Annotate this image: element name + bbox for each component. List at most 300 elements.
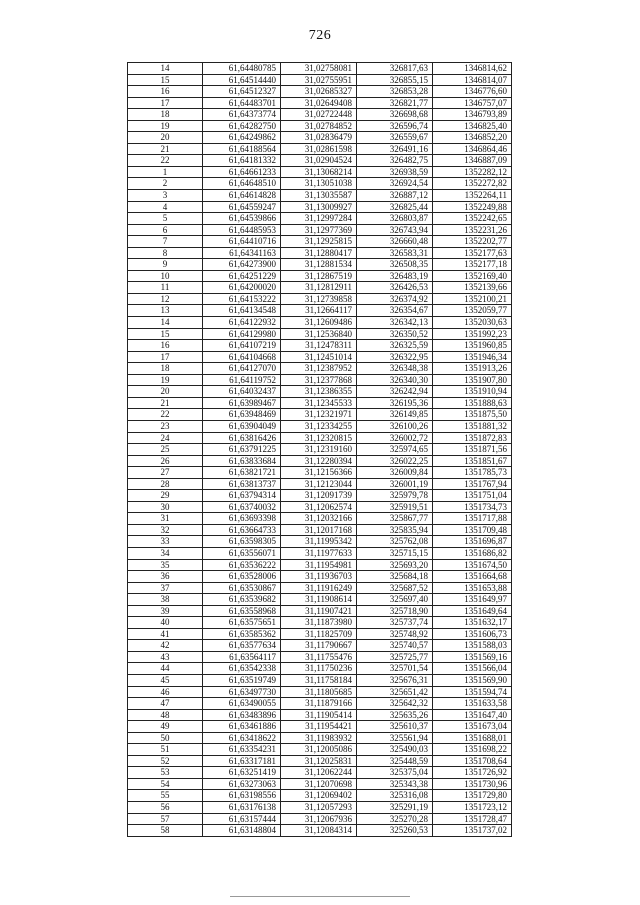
latitude-cell: 61,64282750: [203, 120, 281, 132]
table-row: [128, 582, 512, 594]
latitude-cell: 61,63273063: [203, 778, 281, 790]
y-coordinate-cell: 1351946,34: [433, 351, 512, 363]
latitude-cell: 61,64032437: [203, 386, 281, 398]
longitude-cell: 31,11755476: [281, 651, 357, 663]
point-number-cell: 46: [128, 686, 203, 698]
table-row: [128, 490, 512, 502]
y-coordinate-cell: 1351730,96: [433, 778, 512, 790]
point-number-cell: 19: [128, 120, 203, 132]
point-number-cell: 17: [128, 351, 203, 363]
latitude-cell: 61,63791225: [203, 444, 281, 456]
point-number-cell: 56: [128, 802, 203, 814]
latitude-cell: 61,63148804: [203, 825, 281, 837]
latitude-cell: 61,63418622: [203, 732, 281, 744]
longitude-cell: 31,12025831: [281, 755, 357, 767]
point-number-cell: 58: [128, 825, 203, 837]
point-number-cell: 15: [128, 328, 203, 340]
y-coordinate-cell: 1351664,68: [433, 571, 512, 583]
longitude-cell: 31,02904524: [281, 155, 357, 167]
table-row: [128, 386, 512, 398]
point-number-cell: 40: [128, 617, 203, 629]
x-coordinate-cell: 326698,68: [357, 109, 433, 121]
longitude-cell: 31,11954421: [281, 721, 357, 733]
y-coordinate-cell: 1352242,65: [433, 213, 512, 225]
point-number-cell: 45: [128, 674, 203, 686]
table-row: [128, 328, 512, 340]
x-coordinate-cell: 325316,08: [357, 790, 433, 802]
longitude-cell: 31,12867519: [281, 270, 357, 282]
longitude-cell: 31,12664117: [281, 305, 357, 317]
x-coordinate-cell: 325490,03: [357, 744, 433, 756]
latitude-cell: 61,64134548: [203, 305, 281, 317]
point-number-cell: 4: [128, 201, 203, 213]
latitude-cell: 61,64119752: [203, 374, 281, 386]
longitude-cell: 31,11983932: [281, 732, 357, 744]
y-coordinate-cell: 1351734,73: [433, 501, 512, 513]
x-coordinate-cell: 325697,40: [357, 594, 433, 606]
y-coordinate-cell: 1352100,21: [433, 293, 512, 305]
point-number-cell: 38: [128, 594, 203, 606]
table-row: [128, 97, 512, 109]
y-coordinate-cell: 1351674,50: [433, 559, 512, 571]
table-row: [128, 363, 512, 375]
table-row: [128, 790, 512, 802]
table-row: [128, 686, 512, 698]
latitude-cell: 61,64483701: [203, 97, 281, 109]
x-coordinate-cell: 326924,54: [357, 178, 433, 190]
x-coordinate-cell: 326825,44: [357, 201, 433, 213]
x-coordinate-cell: 326583,31: [357, 247, 433, 259]
latitude-cell: 61,63528006: [203, 571, 281, 583]
x-coordinate-cell: 326817,63: [357, 63, 433, 75]
latitude-cell: 61,63530867: [203, 582, 281, 594]
y-coordinate-cell: 1351632,17: [433, 617, 512, 629]
x-coordinate-cell: 326009,84: [357, 467, 433, 479]
longitude-cell: 31,12320815: [281, 432, 357, 444]
y-coordinate-cell: 1351728,47: [433, 813, 512, 825]
longitude-cell: 31,11995342: [281, 536, 357, 548]
y-coordinate-cell: 1346814,62: [433, 63, 512, 75]
longitude-cell: 31,12123044: [281, 478, 357, 490]
table-row: [128, 351, 512, 363]
y-coordinate-cell: 1351913,26: [433, 363, 512, 375]
latitude-cell: 61,63577634: [203, 640, 281, 652]
latitude-cell: 61,64249862: [203, 132, 281, 144]
x-coordinate-cell: 325737,74: [357, 617, 433, 629]
point-number-cell: 21: [128, 397, 203, 409]
y-coordinate-cell: 1352059,77: [433, 305, 512, 317]
latitude-cell: 61,64661233: [203, 166, 281, 178]
latitude-cell: 61,63176138: [203, 802, 281, 814]
y-coordinate-cell: 1351709,48: [433, 524, 512, 536]
latitude-cell: 61,64648510: [203, 178, 281, 190]
y-coordinate-cell: 1352169,40: [433, 270, 512, 282]
y-coordinate-cell: 1346864,46: [433, 143, 512, 155]
point-number-cell: 30: [128, 501, 203, 513]
longitude-cell: 31,12091739: [281, 490, 357, 502]
table-row: [128, 420, 512, 432]
y-coordinate-cell: 1351767,94: [433, 478, 512, 490]
x-coordinate-cell: 326853,28: [357, 86, 433, 98]
table-row: [128, 305, 512, 317]
longitude-cell: 31,02685327: [281, 86, 357, 98]
point-number-cell: 12: [128, 293, 203, 305]
table-row: [128, 732, 512, 744]
table-row: [128, 744, 512, 756]
x-coordinate-cell: 326350,52: [357, 328, 433, 340]
point-number-cell: 20: [128, 132, 203, 144]
table-row: [128, 444, 512, 456]
x-coordinate-cell: 325651,42: [357, 686, 433, 698]
point-number-cell: 14: [128, 317, 203, 329]
y-coordinate-cell: 1351871,56: [433, 444, 512, 456]
y-coordinate-cell: 1346814,07: [433, 74, 512, 86]
point-number-cell: 31: [128, 513, 203, 525]
latitude-cell: 61,64559247: [203, 201, 281, 213]
table-row: [128, 778, 512, 790]
point-number-cell: 25: [128, 444, 203, 456]
point-number-cell: 51: [128, 744, 203, 756]
y-coordinate-cell: 1351726,92: [433, 767, 512, 779]
point-number-cell: 16: [128, 86, 203, 98]
x-coordinate-cell: 326803,87: [357, 213, 433, 225]
y-coordinate-cell: 1351649,64: [433, 605, 512, 617]
point-number-cell: 6: [128, 224, 203, 236]
longitude-cell: 31,12739858: [281, 293, 357, 305]
table-row: [128, 605, 512, 617]
longitude-cell: 31,02722448: [281, 109, 357, 121]
y-coordinate-cell: 1352202,77: [433, 236, 512, 248]
latitude-cell: 61,63317181: [203, 755, 281, 767]
table-row: [128, 640, 512, 652]
point-number-cell: 53: [128, 767, 203, 779]
latitude-cell: 61,64153222: [203, 293, 281, 305]
point-number-cell: 18: [128, 109, 203, 121]
coordinates-table: [127, 62, 512, 837]
coordinates-table-body: [128, 63, 512, 837]
longitude-cell: 31,13051038: [281, 178, 357, 190]
x-coordinate-cell: 325718,90: [357, 605, 433, 617]
point-number-cell: 11: [128, 282, 203, 294]
table-row: [128, 547, 512, 559]
point-number-cell: 32: [128, 524, 203, 536]
table-row: [128, 802, 512, 814]
longitude-cell: 31,12451014: [281, 351, 357, 363]
longitude-cell: 31,02649408: [281, 97, 357, 109]
point-number-cell: 27: [128, 467, 203, 479]
longitude-cell: 31,13068214: [281, 166, 357, 178]
x-coordinate-cell: 326374,92: [357, 293, 433, 305]
table-row: [128, 120, 512, 132]
latitude-cell: 61,63821721: [203, 467, 281, 479]
x-coordinate-cell: 326322,95: [357, 351, 433, 363]
point-number-cell: 29: [128, 490, 203, 502]
point-number-cell: 15: [128, 74, 203, 86]
x-coordinate-cell: 326242,94: [357, 386, 433, 398]
table-row: [128, 409, 512, 421]
footer-rule: [230, 896, 410, 897]
table-row: [128, 224, 512, 236]
longitude-cell: 31,12062574: [281, 501, 357, 513]
y-coordinate-cell: 1351751,04: [433, 490, 512, 502]
x-coordinate-cell: 326348,38: [357, 363, 433, 375]
longitude-cell: 31,12069402: [281, 790, 357, 802]
point-number-cell: 33: [128, 536, 203, 548]
longitude-cell: 31,11905414: [281, 709, 357, 721]
x-coordinate-cell: 326340,30: [357, 374, 433, 386]
table-row: [128, 259, 512, 271]
latitude-cell: 61,64129980: [203, 328, 281, 340]
latitude-cell: 61,63354231: [203, 744, 281, 756]
table-row: [128, 132, 512, 144]
latitude-cell: 61,64512327: [203, 86, 281, 98]
table-row: [128, 190, 512, 202]
longitude-cell: 31,12377868: [281, 374, 357, 386]
point-number-cell: 48: [128, 709, 203, 721]
y-coordinate-cell: 1351729,80: [433, 790, 512, 802]
longitude-cell: 31,11750236: [281, 663, 357, 675]
point-number-cell: 49: [128, 721, 203, 733]
table-row: [128, 282, 512, 294]
point-number-cell: 23: [128, 420, 203, 432]
point-number-cell: 1: [128, 166, 203, 178]
latitude-cell: 61,63497730: [203, 686, 281, 698]
y-coordinate-cell: 1351888,63: [433, 397, 512, 409]
x-coordinate-cell: 326100,26: [357, 420, 433, 432]
latitude-cell: 61,64410716: [203, 236, 281, 248]
x-coordinate-cell: 326195,36: [357, 397, 433, 409]
latitude-cell: 61,64107219: [203, 340, 281, 352]
y-coordinate-cell: 1352177,18: [433, 259, 512, 271]
point-number-cell: 43: [128, 651, 203, 663]
longitude-cell: 31,12881534: [281, 259, 357, 271]
longitude-cell: 31,12017168: [281, 524, 357, 536]
longitude-cell: 31,13009927: [281, 201, 357, 213]
x-coordinate-cell: 326559,67: [357, 132, 433, 144]
x-coordinate-cell: 325270,28: [357, 813, 433, 825]
latitude-cell: 61,64104668: [203, 351, 281, 363]
longitude-cell: 31,02861598: [281, 143, 357, 155]
longitude-cell: 31,12925815: [281, 236, 357, 248]
x-coordinate-cell: 325343,38: [357, 778, 433, 790]
latitude-cell: 61,63536222: [203, 559, 281, 571]
latitude-cell: 61,63693398: [203, 513, 281, 525]
table-row: [128, 501, 512, 513]
latitude-cell: 61,63948469: [203, 409, 281, 421]
longitude-cell: 31,12812911: [281, 282, 357, 294]
latitude-cell: 61,63461886: [203, 721, 281, 733]
y-coordinate-cell: 1346887,09: [433, 155, 512, 167]
table-row: [128, 594, 512, 606]
longitude-cell: 31,11825709: [281, 628, 357, 640]
longitude-cell: 31,13035587: [281, 190, 357, 202]
table-row: [128, 478, 512, 490]
point-number-cell: 24: [128, 432, 203, 444]
point-number-cell: 52: [128, 755, 203, 767]
point-number-cell: 7: [128, 236, 203, 248]
point-number-cell: 22: [128, 409, 203, 421]
y-coordinate-cell: 1351851,67: [433, 455, 512, 467]
table-row: [128, 74, 512, 86]
longitude-cell: 31,11790667: [281, 640, 357, 652]
table-row: [128, 109, 512, 121]
point-number-cell: 14: [128, 63, 203, 75]
latitude-cell: 61,63989467: [203, 397, 281, 409]
x-coordinate-cell: 326938,59: [357, 166, 433, 178]
table-row: [128, 617, 512, 629]
latitude-cell: 61,63198556: [203, 790, 281, 802]
longitude-cell: 31,02836479: [281, 132, 357, 144]
latitude-cell: 61,63564117: [203, 651, 281, 663]
y-coordinate-cell: 1351647,40: [433, 709, 512, 721]
latitude-cell: 61,63157444: [203, 813, 281, 825]
x-coordinate-cell: 325762,08: [357, 536, 433, 548]
point-number-cell: 21: [128, 143, 203, 155]
longitude-cell: 31,12067936: [281, 813, 357, 825]
longitude-cell: 31,11907421: [281, 605, 357, 617]
x-coordinate-cell: 325867,77: [357, 513, 433, 525]
x-coordinate-cell: 325919,51: [357, 501, 433, 513]
x-coordinate-cell: 326002,72: [357, 432, 433, 444]
longitude-cell: 31,12345533: [281, 397, 357, 409]
x-coordinate-cell: 326022,25: [357, 455, 433, 467]
latitude-cell: 61,63585362: [203, 628, 281, 640]
point-number-cell: 39: [128, 605, 203, 617]
longitude-cell: 31,02784852: [281, 120, 357, 132]
x-coordinate-cell: 325642,32: [357, 698, 433, 710]
table-row: [128, 201, 512, 213]
table-row: [128, 651, 512, 663]
point-number-cell: 10: [128, 270, 203, 282]
y-coordinate-cell: 1351723,12: [433, 802, 512, 814]
y-coordinate-cell: 1346757,07: [433, 97, 512, 109]
point-number-cell: 8: [128, 247, 203, 259]
y-coordinate-cell: 1352272,82: [433, 178, 512, 190]
latitude-cell: 61,63794314: [203, 490, 281, 502]
table-row: [128, 455, 512, 467]
y-coordinate-cell: 1352282,12: [433, 166, 512, 178]
x-coordinate-cell: 325610,37: [357, 721, 433, 733]
longitude-cell: 31,12319160: [281, 444, 357, 456]
point-number-cell: 47: [128, 698, 203, 710]
x-coordinate-cell: 326426,53: [357, 282, 433, 294]
latitude-cell: 61,63664733: [203, 524, 281, 536]
y-coordinate-cell: 1346793,89: [433, 109, 512, 121]
longitude-cell: 31,11758184: [281, 674, 357, 686]
y-coordinate-cell: 1351698,22: [433, 744, 512, 756]
latitude-cell: 61,64188564: [203, 143, 281, 155]
table-row: [128, 698, 512, 710]
x-coordinate-cell: 325974,65: [357, 444, 433, 456]
latitude-cell: 61,64122932: [203, 317, 281, 329]
longitude-cell: 31,12536840: [281, 328, 357, 340]
point-number-cell: 3: [128, 190, 203, 202]
latitude-cell: 61,63490055: [203, 698, 281, 710]
point-number-cell: 5: [128, 213, 203, 225]
x-coordinate-cell: 325693,20: [357, 559, 433, 571]
point-number-cell: 57: [128, 813, 203, 825]
x-coordinate-cell: 326508,35: [357, 259, 433, 271]
latitude-cell: 61,63904049: [203, 420, 281, 432]
point-number-cell: 37: [128, 582, 203, 594]
table-row: [128, 293, 512, 305]
point-number-cell: 18: [128, 363, 203, 375]
table-row: [128, 663, 512, 675]
longitude-cell: 31,12334255: [281, 420, 357, 432]
y-coordinate-cell: 1346852,20: [433, 132, 512, 144]
y-coordinate-cell: 1351633,58: [433, 698, 512, 710]
x-coordinate-cell: 325448,59: [357, 755, 433, 767]
point-number-cell: 20: [128, 386, 203, 398]
y-coordinate-cell: 1351875,50: [433, 409, 512, 421]
y-coordinate-cell: 1351907,80: [433, 374, 512, 386]
longitude-cell: 31,11916249: [281, 582, 357, 594]
y-coordinate-cell: 1351992,23: [433, 328, 512, 340]
latitude-cell: 61,64200020: [203, 282, 281, 294]
table-row: [128, 236, 512, 248]
longitude-cell: 31,11977633: [281, 547, 357, 559]
latitude-cell: 61,63542338: [203, 663, 281, 675]
longitude-cell: 31,11805685: [281, 686, 357, 698]
longitude-cell: 31,12609486: [281, 317, 357, 329]
x-coordinate-cell: 325684,18: [357, 571, 433, 583]
x-coordinate-cell: 326149,85: [357, 409, 433, 421]
longitude-cell: 31,12084314: [281, 825, 357, 837]
x-coordinate-cell: 325676,31: [357, 674, 433, 686]
x-coordinate-cell: 326887,12: [357, 190, 433, 202]
y-coordinate-cell: 1352177,63: [433, 247, 512, 259]
latitude-cell: 61,64273900: [203, 259, 281, 271]
latitude-cell: 61,64514440: [203, 74, 281, 86]
longitude-cell: 31,12070698: [281, 778, 357, 790]
table-row: [128, 767, 512, 779]
point-number-cell: 16: [128, 340, 203, 352]
table-row: [128, 571, 512, 583]
latitude-cell: 61,63539682: [203, 594, 281, 606]
y-coordinate-cell: 1352249,88: [433, 201, 512, 213]
latitude-cell: 61,63813737: [203, 478, 281, 490]
latitude-cell: 61,63816426: [203, 432, 281, 444]
latitude-cell: 61,64341163: [203, 247, 281, 259]
table-row: [128, 86, 512, 98]
longitude-cell: 31,02755951: [281, 74, 357, 86]
x-coordinate-cell: 325375,04: [357, 767, 433, 779]
table-row: [128, 709, 512, 721]
point-number-cell: 9: [128, 259, 203, 271]
longitude-cell: 31,11873980: [281, 617, 357, 629]
y-coordinate-cell: 1351910,94: [433, 386, 512, 398]
table-row: [128, 721, 512, 733]
table-row: [128, 397, 512, 409]
latitude-cell: 61,63575651: [203, 617, 281, 629]
y-coordinate-cell: 1351872,83: [433, 432, 512, 444]
y-coordinate-cell: 1351708,64: [433, 755, 512, 767]
y-coordinate-cell: 1351960,85: [433, 340, 512, 352]
point-number-cell: 55: [128, 790, 203, 802]
y-coordinate-cell: 1351673,04: [433, 721, 512, 733]
y-coordinate-cell: 1351696,87: [433, 536, 512, 548]
y-coordinate-cell: 1352231,26: [433, 224, 512, 236]
longitude-cell: 31,12062244: [281, 767, 357, 779]
y-coordinate-cell: 1351785,73: [433, 467, 512, 479]
table-row: [128, 270, 512, 282]
x-coordinate-cell: 325687,52: [357, 582, 433, 594]
longitude-cell: 31,12880417: [281, 247, 357, 259]
longitude-cell: 31,12977369: [281, 224, 357, 236]
table-row: [128, 340, 512, 352]
point-number-cell: 2: [128, 178, 203, 190]
y-coordinate-cell: 1351588,03: [433, 640, 512, 652]
